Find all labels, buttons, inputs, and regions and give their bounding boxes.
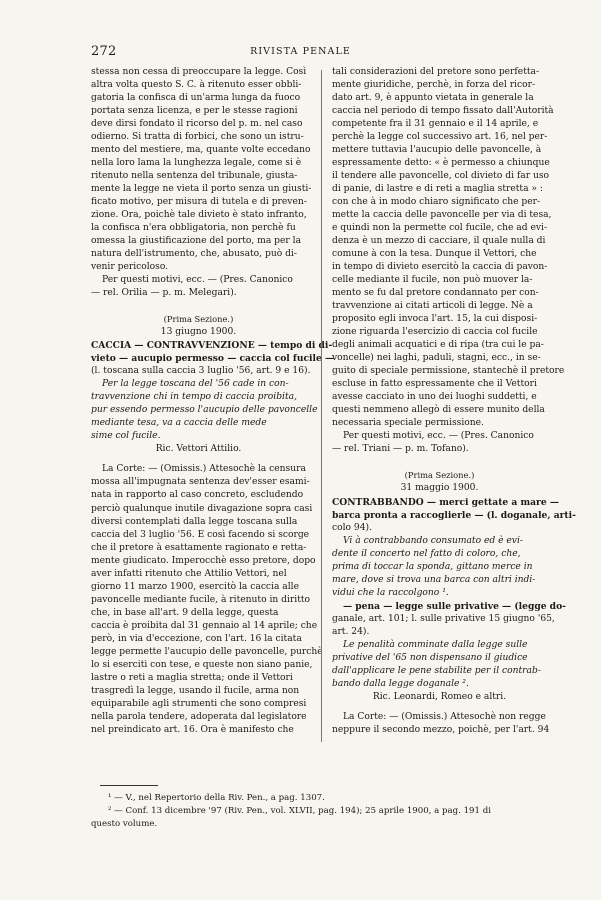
maxim-line: mediante tesa, va a caccia delle mede <box>91 418 267 429</box>
left-column <box>91 66 335 737</box>
text-line: avesse cacciato in uno dei luoghi suddetti, e <box>332 392 537 403</box>
text-line: La Corte: — (Omissis.) Attesochè non regge <box>343 711 546 722</box>
text-line: travvenzione ai citati articoli di legge. Nè a <box>332 301 533 312</box>
text-line: dato art. 9, è appunto vietata in generale la <box>332 93 534 104</box>
text-line: e quindi non la permette col fucile, che ad evi- <box>332 223 548 234</box>
text-line: celle mediante il fucile, non può muover la- <box>332 275 533 286</box>
case-maxim <box>91 378 318 443</box>
text-line: che il pretore à esattamente ragionato e retta- <box>91 542 307 553</box>
text-line: nata in rapporto al caso concreto, escludendo <box>91 490 304 501</box>
section-label: (Prima Sezione.) <box>404 470 475 481</box>
heading-line: — pena — legge sulle privative — (legge do- <box>343 600 566 612</box>
text-line: pavoncelle mediante fucile, à ritenuto in diritto <box>91 594 311 605</box>
opening-paragraph <box>91 66 312 274</box>
text-line: perchè la legge col successivo art. 16, nel per- <box>332 132 548 143</box>
text-line: nel preindicato art. 16. Ora è manifesto che <box>91 724 294 735</box>
text-line: deve dirsi fondato il ricorso del p. m. nel caso <box>91 119 303 130</box>
decision-body <box>91 463 323 736</box>
text-line: ficato motivo, per misura di tutela e di preven- <box>91 197 307 208</box>
maxim-line: bando dalla legge doganale ². <box>332 678 469 689</box>
text-line: mettere tuttavia l'aucupio delle pavoncelle, à <box>332 145 542 156</box>
text-line: mento del mestiere, ma, quante volte eccedano <box>91 145 311 156</box>
text-line: però, in via d'eccezione, con l'art. 16 la citata <box>91 633 302 644</box>
text-line: espressamente detto: « è permesso a chiunque <box>332 158 550 169</box>
heading-line: (l. toscana sulla caccia 3 luglio '56, art. 9 e 16). <box>91 366 311 377</box>
case-maxim <box>332 535 547 600</box>
text-line: omessa la giustificazione del porto, ma per la <box>91 236 302 247</box>
spacer <box>91 300 306 313</box>
maxim-line: sime col fucile. <box>91 431 161 442</box>
text-line: il tendere alle pavoncelle, col divieto di far uso <box>332 171 550 182</box>
text-line: proposito egli invoca l'art. 15, la cui disposi- <box>332 314 538 325</box>
text-line: — rel. Orilia — p. m. Melegari). <box>91 288 237 299</box>
maxim-line: Vi à contrabbando consumato ed è evi- <box>343 535 523 546</box>
heading-line: CACCIA — CONTRAVVENZIONE — tempo di di- <box>91 340 333 352</box>
text-line: zione. Ora, poichè tale divieto è stato infranto, <box>91 210 307 221</box>
maxim-line: Le penalità comminate dalla legge sulle <box>343 639 528 650</box>
maxim-line: dente il concerto nel fatto di coloro, che, <box>332 548 521 559</box>
text-line: in tempo di divieto esercitò la caccia di pavon- <box>332 262 548 273</box>
text-line: diversi contemplati dalla legge toscana sulla <box>91 516 298 527</box>
text-line: che, in base all'art. 9 della legge, questa <box>91 607 279 618</box>
text-line: natura dell'istrumento, che, abusato, può di- <box>91 249 297 260</box>
text-line: altra volta questo S. C. à ritenuto esser obbli- <box>91 80 302 91</box>
spacer <box>332 704 547 711</box>
heading-line: ganale, art. 101; l. sulle privative 15 giugno '65, <box>332 613 555 624</box>
heading-line: art. 24). <box>332 626 370 637</box>
text-line: Per questi motivi, ecc. — (Pres. Canonico <box>343 431 534 442</box>
spacer <box>91 456 306 463</box>
text-line: necessaria speciale permissione. <box>332 418 484 429</box>
text-line: nella loro lama la lunghezza legale, come si è <box>91 158 302 169</box>
heading-line: barca pronta a raccoglierle — (l. doganale, arti- <box>332 509 576 521</box>
case-heading <box>332 496 576 535</box>
text-line: questi nemmeno allegò di essere munito della <box>332 405 545 416</box>
footnote-rule <box>100 785 158 786</box>
text-line: mente giuridiche, perchè, in forza del ricor- <box>332 80 536 91</box>
maxim-line: mare, dove si trova una barca con altri indi- <box>332 574 536 585</box>
text-line: con che à in modo chiaro significato che per- <box>332 197 541 208</box>
text-line: tali considerazioni del pretore sono perfetta- <box>332 67 540 77</box>
decision-date: 13 giugno 1900. <box>160 327 237 338</box>
maxim-line: Per la legge toscana del '56 cade in con- <box>102 379 289 390</box>
heading-line: colo 94). <box>332 522 372 533</box>
maxim-line: vidui che la raccolgono ¹. <box>332 587 449 598</box>
maxim-line: privative del '65 non dispensano il giudice <box>332 652 528 663</box>
text-line: mente giudicato. Imperocchè esso pretore, dopo <box>91 555 316 566</box>
text-line: gatoria la confisca di un'arma lunga da fuoco <box>91 93 301 104</box>
text-line: la confisca n'era obbligatoria, non perchè fu <box>91 223 296 234</box>
footnote-2-continuation: questo volume. <box>91 819 158 829</box>
maxim-line: prima di toccar la sponda, gittano merce in <box>332 561 533 572</box>
text-line: caccia del 3 luglio '56. E così facendo si scorge <box>91 529 310 540</box>
text-line: mente la legge ne vieta il porto senza un giusti- <box>91 184 312 195</box>
text-line: degli animali acquatici e di ripa (tra cui le pa- <box>332 340 544 351</box>
text-line: ritenuto nella sentenza del tribunale, giusta- <box>91 171 298 182</box>
text-line: denza è un mezzo di cacciare, il quale nulla di <box>332 236 546 247</box>
text-line: stessa non cessa di preoccupare la legge. Così <box>91 67 307 77</box>
case-maxim <box>332 639 547 691</box>
decision-date: 31 maggio 1900. <box>400 483 479 494</box>
case-parties: Ric. Leonardi, Romeo e altri. <box>372 691 507 702</box>
text-line: guito di speciale permissione, stantechè il pretore <box>332 366 565 377</box>
text-line: escluse in fatto espressamente che il Vettori <box>332 379 537 390</box>
heading-line: CONTRABBANDO — merci gettate a mare — <box>332 496 559 508</box>
case-parties: Ric. Vettori Attilio. <box>155 444 242 455</box>
text-line: Per questi motivi, ecc. — (Pres. Canonico <box>102 275 293 286</box>
text-line: La Corte: — (Omissis.) Attesochè la censura <box>102 464 306 475</box>
right-column <box>332 66 576 737</box>
text-line: comune à con la tesa. Dunque il Vettori, che <box>332 249 537 260</box>
heading-line: vieto — aucupio permesso — caccia col fucile — <box>91 353 335 365</box>
text-line: portata senza licenza, e per le stesse ragioni <box>91 106 298 117</box>
footnote-2: ² — Conf. 13 dicembre '97 (Riv. Pen., vol. XLVII, pag. 194); 25 aprile 1900, a pag. 191 di <box>108 806 491 816</box>
text-line: caccia è proibita dal 31 gennaio al 14 aprile; che <box>91 620 318 631</box>
column-divider <box>321 70 322 742</box>
text-line: odierno. Si tratta di forbici, che sono un istru- <box>91 132 304 143</box>
case-heading <box>91 339 335 378</box>
text-line: legge permette l'aucupio delle pavoncelle, purchè <box>91 646 323 657</box>
spacer <box>332 456 547 469</box>
text-line: mette la caccia delle pavoncelle per via di tesa, <box>332 210 552 221</box>
text-line: venir pericoloso. <box>91 262 169 273</box>
continued-paragraph <box>332 66 565 430</box>
decision-signature <box>332 430 547 456</box>
text-line: mento se fu dal pretore condannato per con- <box>332 288 539 299</box>
text-line: nella parola tendere, adoperata dal legislatore <box>91 711 307 722</box>
maxim-line: pur essendo permesso l'aucupio delle pavoncelle <box>91 405 318 416</box>
text-line: giorno 11 marzo 1900, esercitò la caccia alle <box>91 581 299 592</box>
running-title: RIVISTA PENALE <box>250 46 351 57</box>
text-line: trasgredì la legge, usando il fucile, arma non <box>91 685 300 696</box>
text-line: perciò qualunque inutile divagazione sopra casi <box>91 503 313 514</box>
text-line: voncelle) nei laghi, paduli, stagni, ecc., in se- <box>332 353 541 364</box>
text-line: caccia nel periodo di tempo fissato dall'Autorità <box>332 106 554 117</box>
text-line: zione riguarda l'esercizio di caccia col fucile <box>332 327 538 338</box>
text-line: lastre o reti a maglia stretta; onde il Vettori <box>91 672 293 683</box>
decision-signature <box>91 274 306 300</box>
section-label: (Prima Sezione.) <box>163 314 234 325</box>
maxim-line: travvenzione chi in tempo di caccia proibita, <box>91 392 297 403</box>
text-line: di panie, di lastre e di reti a maglia stretta » : <box>332 184 543 195</box>
text-line: mossa all'impugnata sentenza dev'esser esami- <box>91 477 310 488</box>
text-line: neppure il secondo mezzo, poichè, per l'art. 94 <box>332 724 550 735</box>
footnote-1: ¹ — V., nel Repertorio della Riv. Pen., a pag. 1307. <box>108 793 325 803</box>
text-line: competente fra il 31 gennaio e il 14 aprile, e <box>332 119 539 130</box>
text-line: aver infatti ritenuto che Attilio Vettori, nel <box>91 568 287 579</box>
case-subheading <box>332 600 566 639</box>
text-line: equiparabile agli strumenti che sono compresi <box>91 698 307 709</box>
text-line: — rel. Triani — p. m. Tofano). <box>332 444 469 455</box>
decision-body <box>332 711 550 737</box>
page-number: 272 <box>91 44 117 59</box>
footnotes <box>91 792 551 831</box>
maxim-line: dall'applicare le pene stabilite per il contrab- <box>332 665 541 676</box>
text-line: lo si eserciti con tese, e queste non siano panie, <box>91 659 313 670</box>
